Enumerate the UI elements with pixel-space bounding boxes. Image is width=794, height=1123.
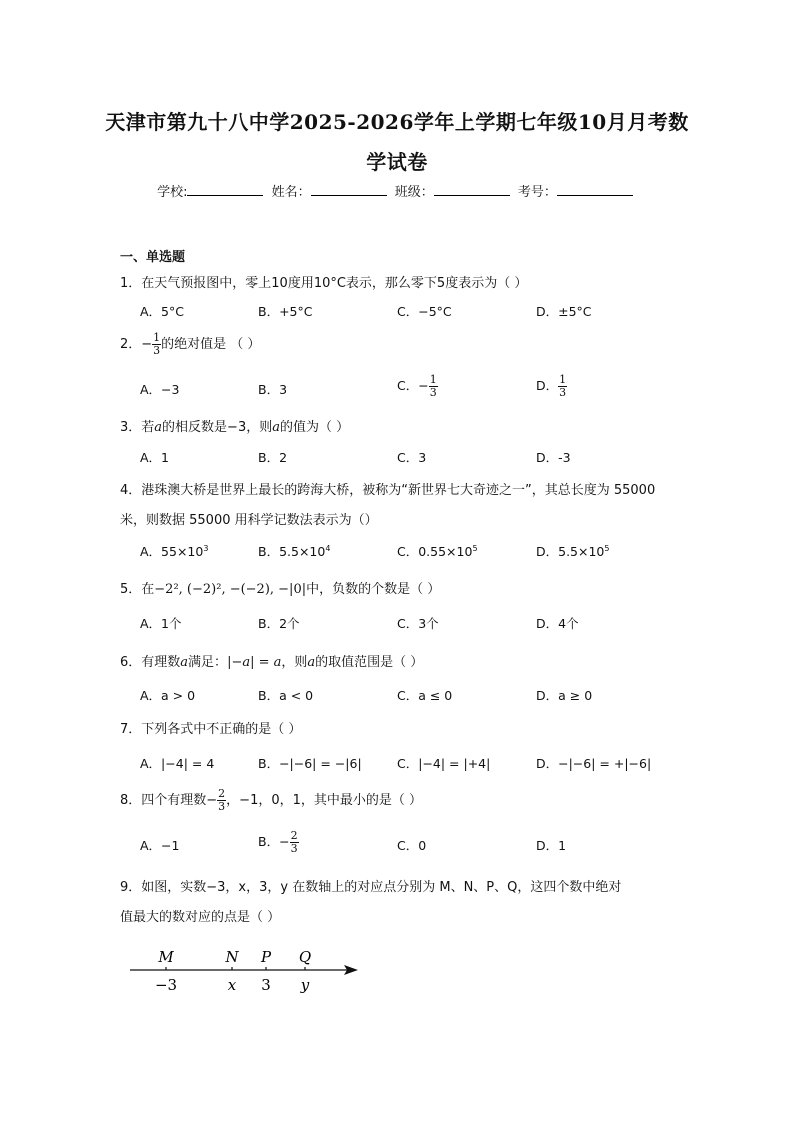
variable-a: a: [180, 655, 189, 670]
option-d-exponent: 5: [604, 543, 610, 553]
question-8-prefix: 8．四个有理数−: [120, 793, 218, 808]
option-b[interactable]: [258, 830, 299, 855]
variable-a: a: [307, 655, 316, 670]
option-d[interactable]: D．−|−6| = +|−6|: [536, 756, 652, 771]
option-a[interactable]: A．5°C: [140, 304, 184, 319]
question-6-prefix: 6．有理数: [120, 655, 181, 670]
fraction-numerator: 1: [559, 373, 567, 386]
number-line-figure: [128, 940, 368, 1000]
name-blank[interactable]: [311, 183, 387, 196]
school-label: 学校:: [157, 185, 188, 200]
option-c[interactable]: [397, 374, 438, 399]
student-info-row: [0, 181, 794, 200]
fraction-two-thirds: [217, 788, 226, 813]
option-b[interactable]: B．−|−6| = −|6|: [258, 756, 362, 771]
option-d[interactable]: D．±5°C: [536, 304, 592, 319]
fraction-two-thirds: [290, 830, 299, 855]
question-9-line2: 值最大的数对应的点是（ ）: [120, 910, 281, 925]
question-6: [120, 651, 423, 670]
fraction-one-third: [558, 374, 567, 399]
fraction-one-third: [429, 374, 438, 399]
exam-no-label: 考号：: [517, 185, 557, 200]
option-b[interactable]: B．a < 0: [258, 688, 314, 703]
question-1: 1．在天气预报图中，零上10度用10°C表示，那么零下5度表示为（ ）: [120, 276, 528, 291]
question-3-suffix: 的值为（ ）: [279, 420, 350, 435]
question-4-line1: 4．港珠澳大桥是世界上最长的跨海大桥，被称为“新世界七大奇迹之一”，其总长度为 55000: [120, 483, 656, 498]
section-heading: 一、单选题: [120, 250, 186, 265]
option-a-exponent: 3: [203, 543, 209, 553]
question-2-prefix: 2．−: [120, 337, 153, 352]
number-line-point-value: x: [227, 976, 237, 994]
option-d[interactable]: [536, 542, 609, 560]
option-d-prefix: D．: [536, 378, 559, 393]
option-a[interactable]: A．a > 0: [140, 688, 196, 703]
fraction-numerator: 1: [429, 373, 437, 386]
number-line-point-label: Q: [298, 948, 312, 966]
option-a[interactable]: A．1个: [140, 616, 182, 631]
question-2-suffix: 的绝对值是 （ ）: [161, 337, 261, 352]
school-blank[interactable]: [187, 183, 263, 196]
fraction-numerator: 2: [218, 787, 226, 800]
question-8: [120, 788, 422, 813]
number-line-point-value: y: [300, 976, 310, 994]
variable-a: a: [154, 420, 163, 435]
number-line-point-label: N: [225, 948, 239, 966]
option-a[interactable]: A．−3: [140, 382, 180, 397]
option-c-exponent: 5: [472, 543, 478, 553]
question-4-line2: 米，则数据 55000 用科学记数法表示为（）: [120, 513, 378, 528]
option-a-base: A．55×10: [140, 544, 204, 559]
option-a[interactable]: [140, 542, 208, 560]
fraction-numerator: 1: [153, 331, 161, 344]
fraction-denominator: 3: [429, 386, 437, 399]
question-5-prefix: 5．在: [120, 582, 155, 597]
number-line-point-label: P: [260, 948, 272, 966]
option-a[interactable]: A．−1: [140, 838, 180, 853]
fraction-denominator: 3: [153, 344, 161, 357]
number-line-point-value: 3: [261, 976, 271, 994]
option-b[interactable]: [258, 542, 330, 560]
option-a[interactable]: A．|−4| = 4: [140, 756, 215, 771]
question-3: [120, 416, 349, 435]
question-3-middle: 的相反数是−3，则: [162, 420, 273, 435]
question-8-suffix: ，−1，0，1，其中最小的是（ ）: [226, 793, 423, 808]
option-c[interactable]: C．−5°C: [397, 304, 452, 319]
option-c[interactable]: C．|−4| = |+4|: [397, 756, 491, 771]
question-5-suffix: 中，负数的个数是（ ）: [306, 582, 441, 597]
option-c[interactable]: C．3: [397, 450, 427, 465]
question-7: 7．下列各式中不正确的是（ ）: [120, 722, 302, 737]
option-b[interactable]: B．2个: [258, 616, 300, 631]
exam-title-line2: 学试卷: [366, 150, 428, 174]
question-3-prefix: 3．若: [120, 420, 155, 435]
question-6-condition: |−a| = a: [227, 655, 282, 670]
option-a[interactable]: A．1: [140, 450, 170, 465]
exam-title-line1: 天津市第九十八中学2025-2026学年上学期七年级10月月考数: [105, 110, 689, 134]
option-c[interactable]: C．3个: [397, 616, 439, 631]
exam-no-blank[interactable]: [557, 183, 633, 196]
option-c[interactable]: C．0: [397, 838, 427, 853]
option-b-base: B．5.5×10: [258, 544, 326, 559]
fraction-numerator: 2: [290, 829, 298, 842]
fraction-one-third: [152, 332, 161, 357]
option-d[interactable]: D．4个: [536, 616, 579, 631]
option-c[interactable]: C．a ≤ 0: [397, 688, 453, 703]
question-6-middle: 满足：: [188, 655, 228, 670]
question-5-expressions: −2², (−2)², −(−2), −|0|: [154, 582, 307, 597]
fraction-denominator: 3: [559, 386, 567, 399]
option-b[interactable]: B．3: [258, 382, 288, 397]
question-2: [120, 332, 260, 357]
name-label: 姓名：: [271, 185, 311, 200]
question-6-middle2: ，则: [281, 655, 308, 670]
fraction-denominator: 3: [218, 800, 226, 813]
option-d[interactable]: [536, 374, 567, 399]
question-5: [120, 578, 440, 597]
option-c[interactable]: [397, 542, 478, 560]
question-6-suffix: 的取值范围是（ ）: [315, 655, 424, 670]
number-line-point-value: −3: [154, 976, 178, 994]
option-c-base: C．0.55×10: [397, 544, 473, 559]
option-d[interactable]: D．-3: [536, 450, 571, 465]
option-d[interactable]: D．a ≥ 0: [536, 688, 593, 703]
option-d-base: D．5.5×10: [536, 544, 605, 559]
number-line-point-label: M: [158, 948, 174, 966]
variable-a: a: [272, 420, 280, 435]
option-c-prefix: C．−: [397, 378, 429, 393]
option-d[interactable]: D．1: [536, 838, 567, 853]
class-blank[interactable]: [434, 183, 510, 196]
option-b-exponent: 4: [325, 543, 331, 553]
option-b[interactable]: B．2: [258, 450, 288, 465]
option-b[interactable]: B．+5°C: [258, 304, 313, 319]
question-9-line1: 9．如图，实数−3，x，3，y 在数轴上的对应点分别为 M、N、P、Q，这四个数中绝对: [120, 880, 622, 895]
number-line-points: [155, 948, 311, 994]
fraction-denominator: 3: [290, 842, 298, 855]
option-b-prefix: B．−: [258, 834, 290, 849]
class-label: 班级：: [394, 185, 434, 200]
